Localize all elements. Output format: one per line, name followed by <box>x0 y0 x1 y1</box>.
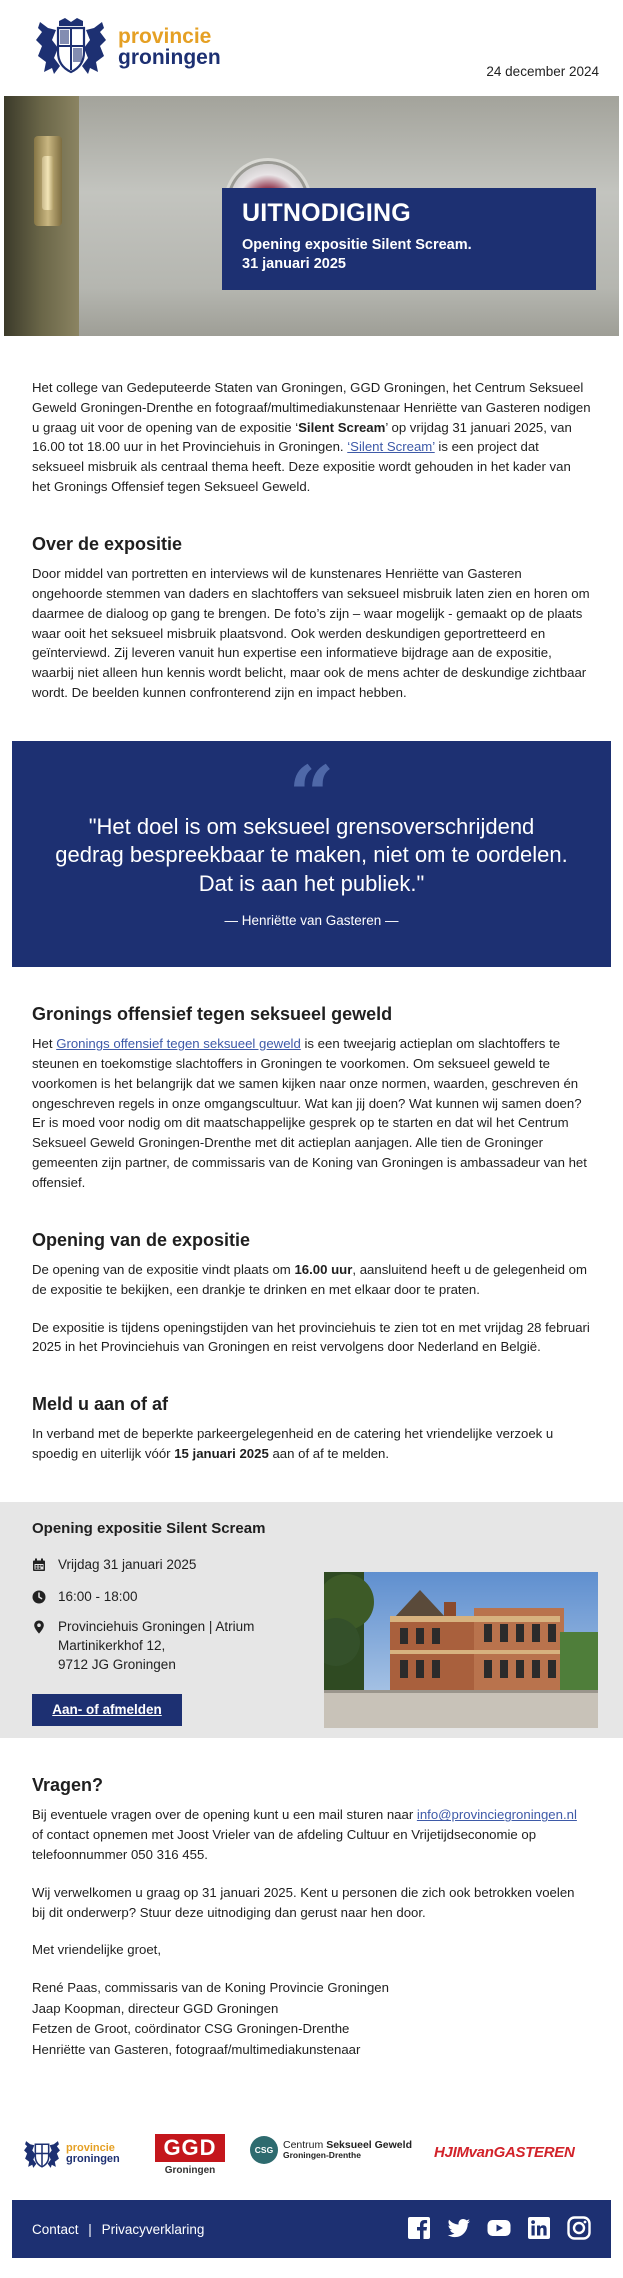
intro-text-1: Het college van Gedeputeerde Staten van Groningen, GGD Groningen, het Centrum Seksueel Geweld Groningen-Drenthe en fotograaf/multimediakunstenaar Henriëtte van Gasteren nodigen u graag uit voor de opening van de expositie ‘ <box>32 380 591 435</box>
event-location-line3: 9712 JG Groningen <box>58 1656 176 1672</box>
partner-logos <box>0 2100 623 2200</box>
event-time: 16:00 - 18:00 <box>58 1589 138 1605</box>
email-link[interactable]: info@provinciegroningen.nl <box>416 1807 577 1823</box>
logo-csg[interactable] <box>250 2136 412 2164</box>
bottom-spacer <box>0 2258 623 2278</box>
facebook-icon[interactable] <box>407 2216 431 2240</box>
hero-title: UITNODIGING <box>242 199 411 227</box>
hero-subtitle-line1: Opening expositie Silent Scream. <box>242 236 472 253</box>
provinciehuis-photo <box>324 1572 598 1728</box>
event-details-box <box>0 1502 623 1738</box>
youtube-icon[interactable] <box>487 2216 511 2240</box>
hero-doorframe <box>4 96 79 336</box>
ggd-wordmark: GGD <box>155 2134 225 2162</box>
csg-name-b: Seksueel Geweld <box>326 2139 412 2152</box>
meld-text <box>32 1424 591 1464</box>
intro-text-2: ’ op vrijdag 31 januari 2025, van 16.00 tot 18.00 uur in het Provinciehuis in Groningen. <box>32 419 572 455</box>
intro-paragraph <box>32 378 591 497</box>
event-date: Vrijdag 31 januari 2025 <box>58 1557 197 1573</box>
provincie-groningen-logo[interactable] <box>32 18 221 76</box>
event-location-row <box>32 1618 254 1675</box>
privacy-link[interactable]: Privacyverklaring <box>101 2222 205 2238</box>
meld-heading: Meld u aan of af <box>32 1394 169 1415</box>
quote-block <box>12 741 611 967</box>
social-links <box>391 2216 591 2240</box>
offensief-text-2: is een tweejarig actieplan om slachtoffers te steunen en toekomstige slachtoffers in Groningen te voorkomen. Om seksueel geweld te voorkomen is het belangrijk dat we samen kijken naar onze normen, waarden, geschreven én ongeschreven regels in onze omgangscultuur. Wat kan jij doen? Wat kunnen wij samen doen? Er is moed voor nodig om dit maatschappelijke gesprek op te starten en dat wil het Centrum Seksueel Geweld Groningen-Drenthe met dit actieplan aanjagen. Alle tien de Groninger gemeenten zijn partner, de commissaris van de Koning van Groningen is ambassadeur van het offensief. <box>32 1036 587 1190</box>
linkedin-icon[interactable] <box>527 2216 551 2240</box>
provinciehuis-illustration <box>324 1572 598 1728</box>
about-text: Door middel van portretten en interviews wil de kunstenares Henriëtte van Gasteren ongehoorde stemmen van daders en slachtoffers van seksueel misbruik laten zien en horen om daarmee de dialoog op gang te brengen. De foto’s zijn – waar mogelijk - gemaakt op de plaats waar ooit het seksueel misbruik plaatsvond. Ook werden deskundigen geportretteerd en geïnterviewd. Zij leveren vanuit hun expertise een informatieve bijdrage aan de expositie, waarbij niet alleen hun kennis wordt belicht, maar ook de mens achter de deskundige zichtbaar wordt. De beelden kunnen confronterend zijn en impact hebben. <box>32 566 590 700</box>
signature-line: Fetzen de Groot, coördinator CSG Groningen-Drenthe <box>32 2021 350 2037</box>
event-location <box>58 1618 254 1675</box>
vragen-heading: Vragen? <box>32 1775 104 1796</box>
coat-of-arms-icon <box>32 18 110 76</box>
quote-author: — Henriëtte van Gasteren — <box>224 912 399 928</box>
intro-bold-title: Silent Scream <box>298 419 386 435</box>
footer-bar <box>12 2200 611 2258</box>
logo-word-provincie: provincie <box>118 25 212 48</box>
footer-separator: | <box>88 2222 92 2238</box>
section-meld <box>32 1393 591 1464</box>
offensief-link[interactable]: Gronings offensief tegen seksueel geweld <box>56 1036 301 1052</box>
logo-provincie-groningen[interactable] <box>22 2138 120 2170</box>
meld-deadline-bold: 15 januari 2025 <box>174 1446 269 1462</box>
section-offensief <box>32 1003 591 1193</box>
twitter-icon[interactable] <box>447 2216 471 2240</box>
meld-text-1: In verband met de beperkte parkeergelegenheid en de catering het vriendelijke verzoek u spoedig en uiterlijk vóór <box>32 1426 554 1462</box>
offensief-text <box>32 1034 591 1192</box>
event-location-line2: Martinikerkhof 12, <box>58 1637 166 1653</box>
offensief-text-1: Het <box>32 1036 57 1052</box>
signature-line: René Paas, commissaris van de Koning Provincie Groningen <box>32 1980 389 1996</box>
event-title: Opening expositie Silent Scream <box>32 1520 266 1538</box>
offensief-heading: Gronings offensief tegen seksueel geweld <box>32 1003 393 1024</box>
logo-henriette-van-gasteren[interactable]: HJIMvanGASTEREN <box>434 2144 575 2162</box>
csg-badge-icon: CSG <box>250 2136 278 2164</box>
vragen-text-1: Bij eventuele vragen over de opening kunt u een mail sturen naar <box>32 1807 417 1823</box>
logo-small-word1: provincie <box>66 2142 115 2155</box>
hero-subtitle <box>242 236 576 275</box>
footer-links <box>32 2220 204 2240</box>
logo-word-groningen: groningen <box>118 46 221 69</box>
welcome-text: Wij verwelkomen u graag op 31 januari 2025. Kent u personen die zich ook betrokken voelen bij dit onderwerp? Stuur deze uitnodiging dan gerust naar hen door. <box>32 1884 575 1920</box>
vragen-text-2: of contact opnemen met Joost Vrieler van de afdeling Cultuur en Vrijetijdseconomie op telefoonnummer 050 316 455. <box>32 1827 537 1863</box>
email-header <box>0 0 623 96</box>
opening-heading: Opening van de expositie <box>32 1229 251 1250</box>
location-pin-icon <box>32 1620 46 1634</box>
csg-region: Groningen-Drenthe <box>283 2150 361 2161</box>
signature-line: Jaap Koopman, directeur GGD Groningen <box>32 2000 279 2016</box>
send-date: 24 december 2024 <box>486 64 599 79</box>
csg-name-a: Centrum <box>283 2139 327 2152</box>
section-vragen <box>32 1774 591 2060</box>
logo-small-word2: groningen <box>66 2153 120 2166</box>
instagram-icon[interactable] <box>567 2216 591 2240</box>
section-opening <box>32 1229 591 1358</box>
silent-scream-link[interactable]: ‘Silent Scream’ <box>347 439 435 455</box>
about-heading: Over de expositie <box>32 533 183 554</box>
contact-link[interactable]: Contact <box>32 2222 79 2238</box>
signatures <box>32 1978 591 2060</box>
intro-text-3: is een project dat seksueel misbruik als centraal thema heeft. Deze expositie wordt gehouden in het kader van het Gronings Offensief tegen Seksueel Geweld. <box>32 439 571 494</box>
opening-text-1 <box>32 1260 591 1300</box>
opening-text-1b: , aansluitend heeft u de gelegenheid om de expositie te bekijken, een drankje te drinken en met elkaar door te praten. <box>32 1261 588 1297</box>
event-location-line1: Provinciehuis Groningen | Atrium <box>58 1619 255 1635</box>
hero-title-box <box>222 188 596 290</box>
meld-text-2: aan of af te melden. <box>268 1446 390 1462</box>
event-date-row <box>32 1556 196 1575</box>
hero-subtitle-line2: 31 januari 2025 <box>242 256 346 273</box>
section-about <box>32 533 591 703</box>
register-button[interactable]: Aan- of afmelden <box>32 1694 182 1726</box>
calendar-icon <box>32 1558 46 1572</box>
vragen-text <box>32 1805 591 1864</box>
quote-mark-icon: “ <box>288 747 335 842</box>
opening-time-bold: 16.00 uur <box>294 1261 353 1277</box>
coat-of-arms-small-icon <box>22 2138 62 2170</box>
ggd-subtitle: Groningen <box>164 2165 216 2177</box>
event-time-row <box>32 1588 138 1607</box>
door-handle <box>42 156 54 210</box>
clock-icon <box>32 1590 46 1604</box>
signature-line: Henriëtte van Gasteren, fotograaf/multimediakunstenaar <box>32 2041 361 2057</box>
opening-text-2: De expositie is tijdens openingstijden van het provinciehuis te zien tot en met vrijdag 28 februari 2025 in het Provinciehuis van Groningen en reist vervolgens door Nederland en België. <box>32 1319 590 1355</box>
logo-ggd[interactable] <box>155 2134 225 2178</box>
greeting: Met vriendelijke groet, <box>32 1942 162 1958</box>
quote-text: "Het doel is om seksueel grensoverschrijdend gedrag bespreekbaar te maken, niet om te oordelen. Dat is aan het publiek." <box>55 813 568 896</box>
opening-text-1a: De opening van de expositie vindt plaats om <box>32 1261 295 1277</box>
